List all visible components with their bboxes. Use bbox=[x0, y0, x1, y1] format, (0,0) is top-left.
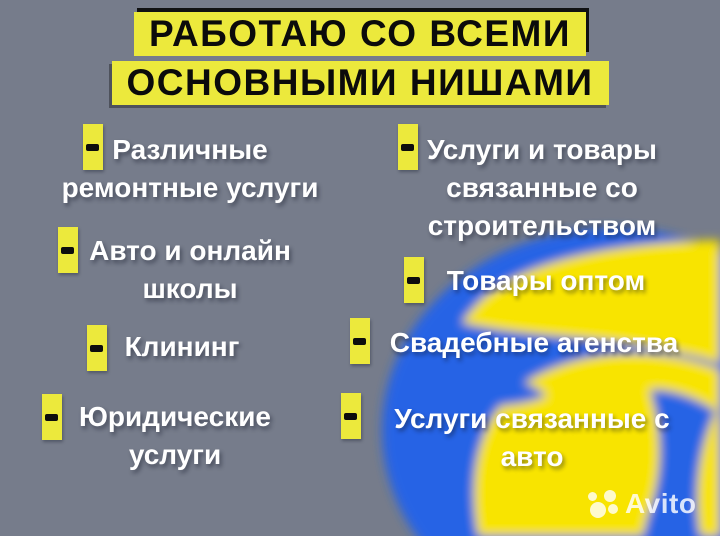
list-item-line: Авто и онлайн bbox=[89, 235, 291, 266]
dash-marker-icon bbox=[87, 325, 107, 371]
avito-watermark-label: Avito bbox=[625, 488, 697, 519]
list-item-line: авто bbox=[500, 441, 564, 472]
list-item-line: строительством bbox=[427, 210, 657, 241]
list-item-repair-services bbox=[40, 131, 340, 207]
list-item-line: Товары оптом bbox=[446, 265, 646, 296]
avito-logo-icon bbox=[586, 488, 620, 520]
list-item-line: услуги bbox=[128, 439, 222, 470]
dash-marker-icon bbox=[350, 318, 370, 364]
list-item-line: связанные со bbox=[446, 172, 638, 203]
avito-watermark bbox=[586, 488, 696, 520]
list-item-wedding-agencies bbox=[369, 324, 699, 362]
title-line-1: РАБОТАЮ СО ВСЕМИ bbox=[134, 12, 586, 56]
dash-marker-icon bbox=[404, 257, 424, 303]
list-item-line: Различные bbox=[112, 134, 268, 165]
dash-marker-icon bbox=[42, 394, 62, 440]
dash-marker-icon bbox=[341, 393, 361, 439]
list-item-legal-services bbox=[25, 398, 325, 474]
dash-marker-icon bbox=[398, 124, 418, 170]
page-title bbox=[0, 12, 720, 105]
list-item-construction-goods bbox=[392, 131, 692, 245]
list-item-line: Свадебные агенства bbox=[389, 327, 679, 358]
list-item-auto-online-schools bbox=[40, 232, 340, 308]
list-item-line: Услуги и товары bbox=[427, 134, 657, 165]
list-item-auto-services bbox=[362, 400, 702, 476]
dash-marker-icon bbox=[83, 124, 103, 170]
title-line-2: ОСНОВНЫМИ НИШАМИ bbox=[112, 61, 609, 105]
list-item-line: Услуги связанные с bbox=[394, 403, 670, 434]
list-item-line: Клининг bbox=[124, 331, 240, 362]
list-item-line: Юридические bbox=[78, 401, 271, 432]
list-item-line: школы bbox=[142, 273, 238, 304]
list-item-line: ремонтные услуги bbox=[61, 172, 319, 203]
list-item-cleaning bbox=[32, 328, 332, 366]
list-item-wholesale-goods bbox=[396, 262, 696, 300]
dash-marker-icon bbox=[58, 227, 78, 273]
